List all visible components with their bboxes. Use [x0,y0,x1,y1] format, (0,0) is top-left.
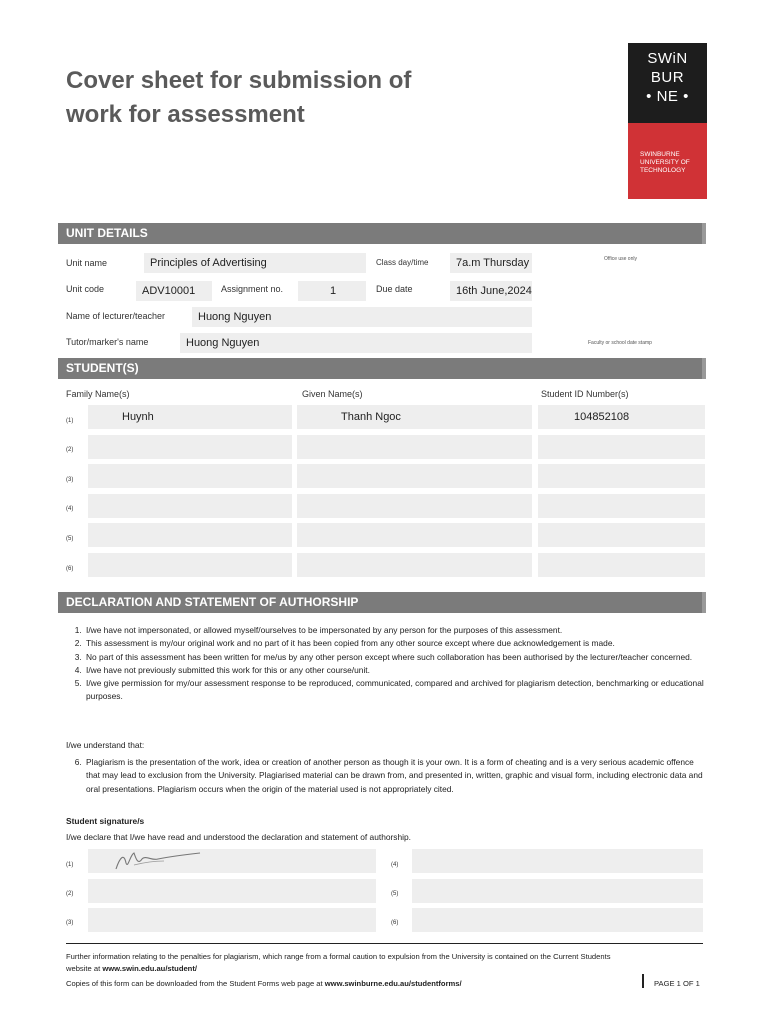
footer-info: Further information relating to the penalties for plagiarism, which range from a formal caution to expulsion from the University is contained on the Current Students website at www.swin.edu.au/student/ [66,952,611,973]
family-name-field[interactable] [88,553,292,577]
page-title [66,64,411,132]
signature-field-6[interactable] [412,908,703,932]
declaration-heading: DECLARATION AND STATEMENT OF AUTHORSHIP [58,592,706,613]
student-row-number: (3) [66,477,74,483]
student-website-link[interactable]: www.swin.edu.au/student/ [102,964,197,973]
signature-field-1[interactable] [88,849,376,873]
signature-field-4[interactable] [412,849,703,873]
student-id-field[interactable]: 104852108 [538,405,705,429]
given-name-field[interactable] [297,435,532,459]
due-date-label: Due date [376,284,413,294]
signature-heading: Student signature/s [66,816,145,826]
signature-number: (2) [66,891,74,897]
given-name-field[interactable] [297,464,532,488]
title-line-1: Cover sheet for submission of [66,67,412,94]
signature-field-3[interactable] [88,908,376,932]
page-number: PAGE 1 OF 1 [654,979,700,988]
declaration-item: 2. This assessment is my/our original work and no part of it has been copied from any other source except where due acknowledgement is made. [84,637,706,650]
given-name-field[interactable] [297,523,532,547]
signature-number: (1) [66,862,74,868]
class-day-time-label: Class day/time [376,258,429,267]
date-stamp-label: Faculty or school date stamp [588,340,652,346]
declaration-item: 5. I/we give permission for my/our assessment response to be reproduced, communicated, compared and archived for plagiarism detection, benchmarking or educational purposes. [84,677,706,704]
title-line-2: work for assessment [66,101,305,128]
logo-wordmark: SWiN BUR • NE • [628,43,707,123]
declaration-item: 3. No part of this assessment has been written for me/us by any other person except where such collaboration has been authorised by the lecturer/teacher concerned. [84,651,706,664]
signature-number: (3) [66,920,74,926]
signature-number: (4) [391,862,399,868]
declaration-list [66,624,706,704]
family-name-field[interactable] [88,464,292,488]
student-row-number: (6) [66,566,74,572]
given-name-header: Given Name(s) [302,389,363,399]
signature-statement: I/we declare that I/we have read and understood the declaration and statement of authorship. [66,832,411,842]
unit-name-field[interactable]: Principles of Advertising [144,253,366,273]
student-row-number: (5) [66,536,74,542]
student-id-field[interactable] [538,494,705,518]
office-use-label: Office use only [604,256,637,262]
assignment-no-field[interactable]: 1 [298,281,366,301]
unit-code-field[interactable]: ADV10001 [136,281,212,301]
declaration-item: 6. Plagiarism is the presentation of the work, idea or creation of another person as though it is your own. It is a form of cheating and is a very serious academic offence that may lead to exclusion from the University. Plagiarised material can be drawn from, and presented in, written, graphic and visual form, including electronic data and oral presentations. Plagiarism occurs when the origin of the material used is not appropriately cited. [84,756,706,796]
page-number-divider [642,974,644,988]
due-date-field[interactable]: 16th June,2024 [450,281,532,301]
student-id-field[interactable] [538,435,705,459]
assignment-no-label: Assignment no. [221,284,284,294]
student-row-number: (2) [66,447,74,453]
signature-number: (6) [391,920,399,926]
family-name-field[interactable] [88,523,292,547]
student-row-number: (4) [66,506,74,512]
plagiarism-definition [66,756,706,796]
lecturer-field[interactable]: Huong Nguyen [192,307,532,327]
student-id-field[interactable] [538,464,705,488]
family-name-header: Family Name(s) [66,389,130,399]
tutor-field[interactable]: Huong Nguyen [180,333,532,353]
given-name-field[interactable] [297,553,532,577]
declaration-item: 1. I/we have not impersonated, or allowed myself/ourselves to be impersonated by any person for the purposes of this assessment. [84,624,706,637]
given-name-field[interactable]: Thanh Ngoc [297,405,532,429]
tutor-label: Tutor/marker's name [66,337,149,347]
student-row-number: (1) [66,418,74,424]
unit-name-label: Unit name [66,258,108,268]
signature-scribble [112,849,222,873]
footer-copies: Copies of this form can be downloaded from the Student Forms web page at www.swinburne.edu.au/studentforms/ [66,979,462,988]
footer-divider [66,943,703,944]
signature-field-2[interactable] [88,879,376,903]
family-name-field[interactable] [88,494,292,518]
signature-field-5[interactable] [412,879,703,903]
class-day-time-field[interactable]: 7a.m Thursday [450,253,532,273]
understand-text: I/we understand that: [66,740,145,750]
student-id-field[interactable] [538,523,705,547]
family-name-field[interactable] [88,435,292,459]
lecturer-label: Name of lecturer/teacher [66,311,166,321]
students-heading: STUDENT(S) [58,358,706,379]
unit-code-label: Unit code [66,284,105,294]
given-name-field[interactable] [297,494,532,518]
family-name-field[interactable]: Huynh [88,405,292,429]
unit-details-heading: UNIT DETAILS [58,223,706,244]
student-id-header: Student ID Number(s) [541,389,629,399]
logo-university-name: SWINBURNE UNIVERSITY OF TECHNOLOGY [628,123,707,199]
declaration-item: 4. I/we have not previously submitted this work for this or any other course/unit. [84,664,706,677]
student-id-field[interactable] [538,553,705,577]
swinburne-logo [628,43,707,199]
student-forms-link[interactable]: www.swinburne.edu.au/studentforms/ [324,979,462,988]
signature-number: (5) [391,891,399,897]
